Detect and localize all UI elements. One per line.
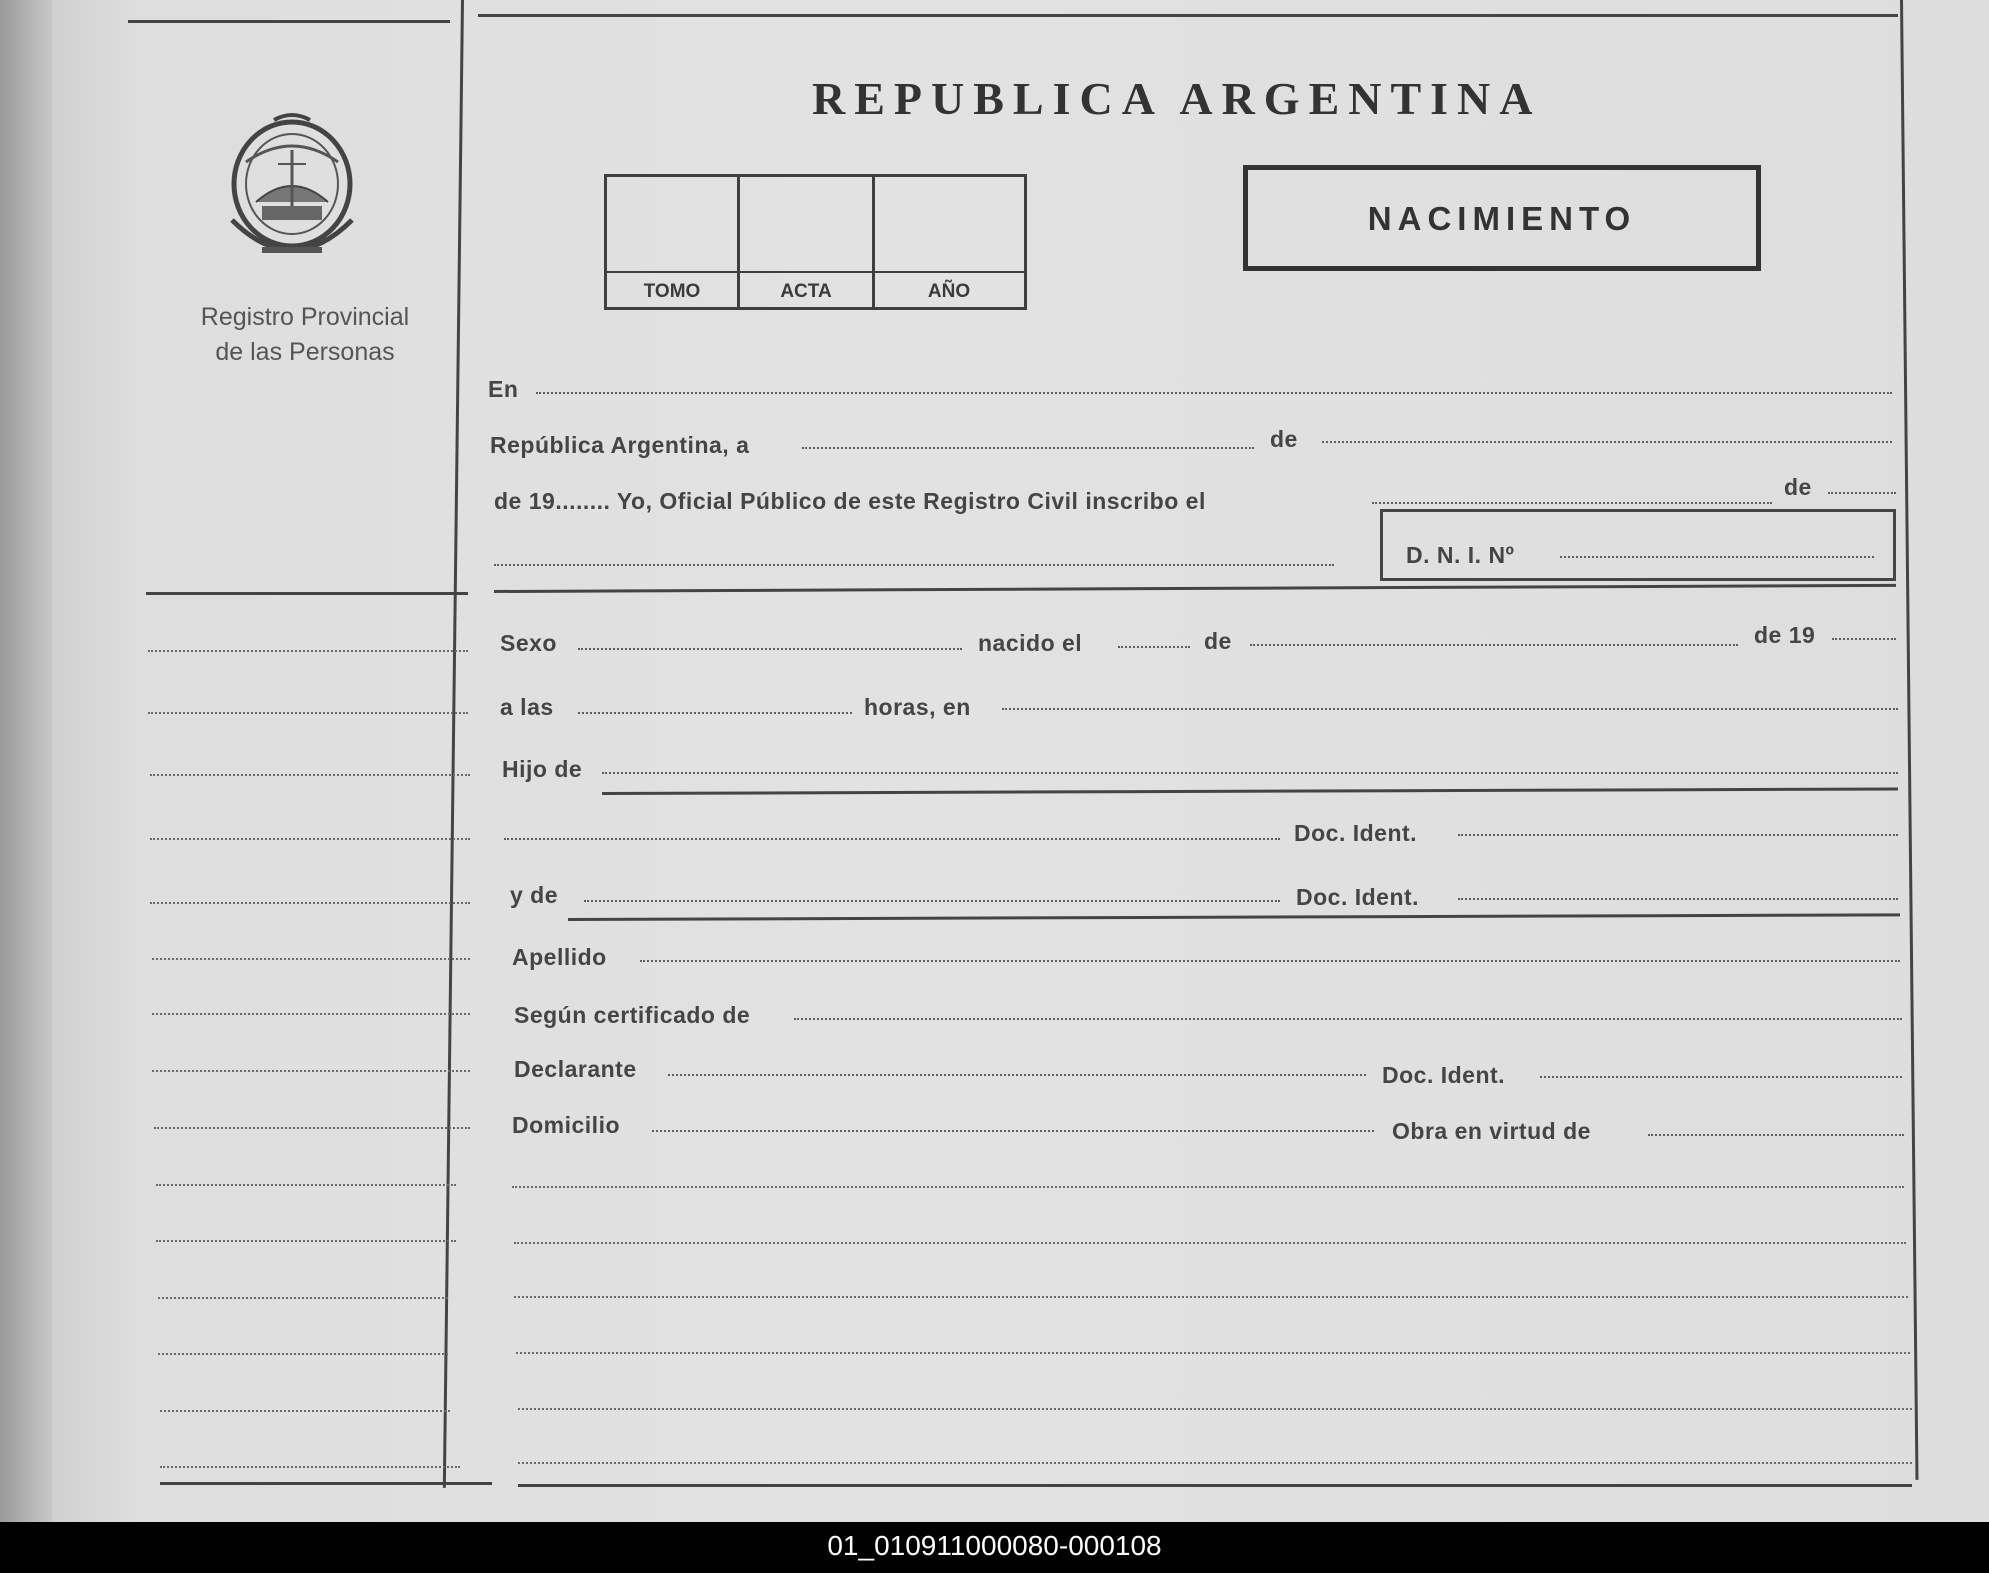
label-de: de [1204,628,1232,654]
top-right-rule [478,14,1898,17]
ano-label: AÑO [927,281,971,302]
notes-line[interactable] [514,1242,1906,1244]
label-sexo: Sexo [500,630,557,656]
field-apellido[interactable] [640,960,1900,962]
left-blank-line [156,1240,456,1242]
label-de: de [1270,426,1298,452]
label-a-las: a las [500,694,554,720]
field-sexo[interactable] [578,648,962,650]
field-hora[interactable] [578,712,852,714]
left-blank-line [158,1353,448,1355]
left-blank-line [150,774,470,776]
image-caption-bar [0,1522,1989,1573]
field-doc-declarante[interactable] [1540,1076,1902,1078]
section-separator-rule [494,584,1896,593]
field-en[interactable] [536,392,1892,394]
field-nombre[interactable] [494,564,1334,566]
field-obra[interactable] [1648,1134,1904,1136]
label-oficial: de 19........ Yo, Oficial Público de este Registro Civil inscribo el [494,488,1206,514]
field-dia[interactable] [802,447,1254,449]
field-dni[interactable] [1560,556,1874,558]
label-horas-en: horas, en [864,694,971,720]
binding-shadow [0,0,52,1522]
label-de: de [1784,474,1812,500]
left-blank-line [152,958,470,960]
notes-line[interactable] [512,1186,1904,1188]
label-obra: Obra en virtud de [1392,1118,1591,1144]
left-blank-line [158,1297,448,1299]
field-padre[interactable] [504,838,1280,840]
left-blank-line [156,1184,456,1186]
bottom-rule [518,1484,1912,1487]
label-segun: Según certificado de [514,1002,751,1028]
left-blank-line [150,838,470,840]
field-declarante[interactable] [668,1074,1366,1076]
notes-line[interactable] [514,1296,1908,1298]
label-doc-ident: Doc. Ident. [1296,884,1420,910]
field-nacido-ano[interactable] [1832,638,1896,640]
field-nacido-mes[interactable] [1250,644,1738,646]
image-caption: 01_010911000080-000108 [827,1530,1162,1561]
label-y-de: y de [510,882,559,908]
acta-label: ACTA [780,281,832,302]
provincial-seal-icon [222,110,362,272]
field-doc-madre[interactable] [1458,898,1898,900]
left-blank-line [160,1466,460,1468]
left-blank-line [148,712,468,714]
label-doc-ident: Doc. Ident. [1382,1062,1506,1088]
left-blank-line [150,902,470,904]
field-domicilio[interactable] [652,1130,1374,1132]
field-madre[interactable] [584,900,1280,902]
document-title: REPUBLICA ARGENTINA [812,73,1542,124]
left-blank-line [154,1127,470,1129]
label-apellido: Apellido [512,944,607,970]
left-blank-line [160,1410,450,1412]
record-type-label: NACIMIENTO [1367,200,1637,237]
left-blank-line [152,1070,470,1072]
label-declarante: Declarante [514,1056,637,1082]
field-de[interactable] [1828,492,1896,494]
field-inscribo[interactable] [1372,502,1772,504]
field-certificado[interactable] [794,1018,1902,1020]
parents-end-rule [568,913,1900,921]
label-hijo-de: Hijo de [502,756,583,782]
label-nacido: nacido el [978,630,1083,656]
field-nacido-dia[interactable] [1118,646,1190,648]
left-separator-rule [146,592,468,595]
field-lugar[interactable] [1002,708,1898,710]
label-de19: de 19 [1754,622,1816,648]
registry-line-2: de las Personas [215,338,395,366]
label-dni: D. N. I. Nº [1406,542,1515,568]
record-type-box [1243,165,1761,271]
parents-rule [602,787,1898,795]
left-blank-line [152,1013,470,1015]
label-en: En [488,376,519,402]
right-border [1900,0,1918,1480]
field-doc-padre[interactable] [1458,834,1898,836]
label-doc-ident: Doc. Ident. [1294,820,1418,846]
notes-line[interactable] [518,1462,1912,1464]
box-divider [607,271,1024,273]
left-bottom-rule [160,1482,492,1485]
label-republica: República Argentina, a [490,432,750,458]
registry-name [160,300,450,370]
field-hijo-de[interactable] [602,772,1898,774]
label-domicilio: Domicilio [512,1112,621,1138]
notes-line[interactable] [516,1352,1910,1354]
notes-line[interactable] [518,1408,1912,1410]
top-left-rule [128,20,450,23]
record-number-box [604,174,1027,310]
tomo-label: TOMO [643,281,701,302]
registry-line-1: Registro Provincial [200,303,410,331]
column-divider [443,0,464,1488]
field-mes[interactable] [1322,441,1892,443]
left-blank-line [148,650,468,652]
